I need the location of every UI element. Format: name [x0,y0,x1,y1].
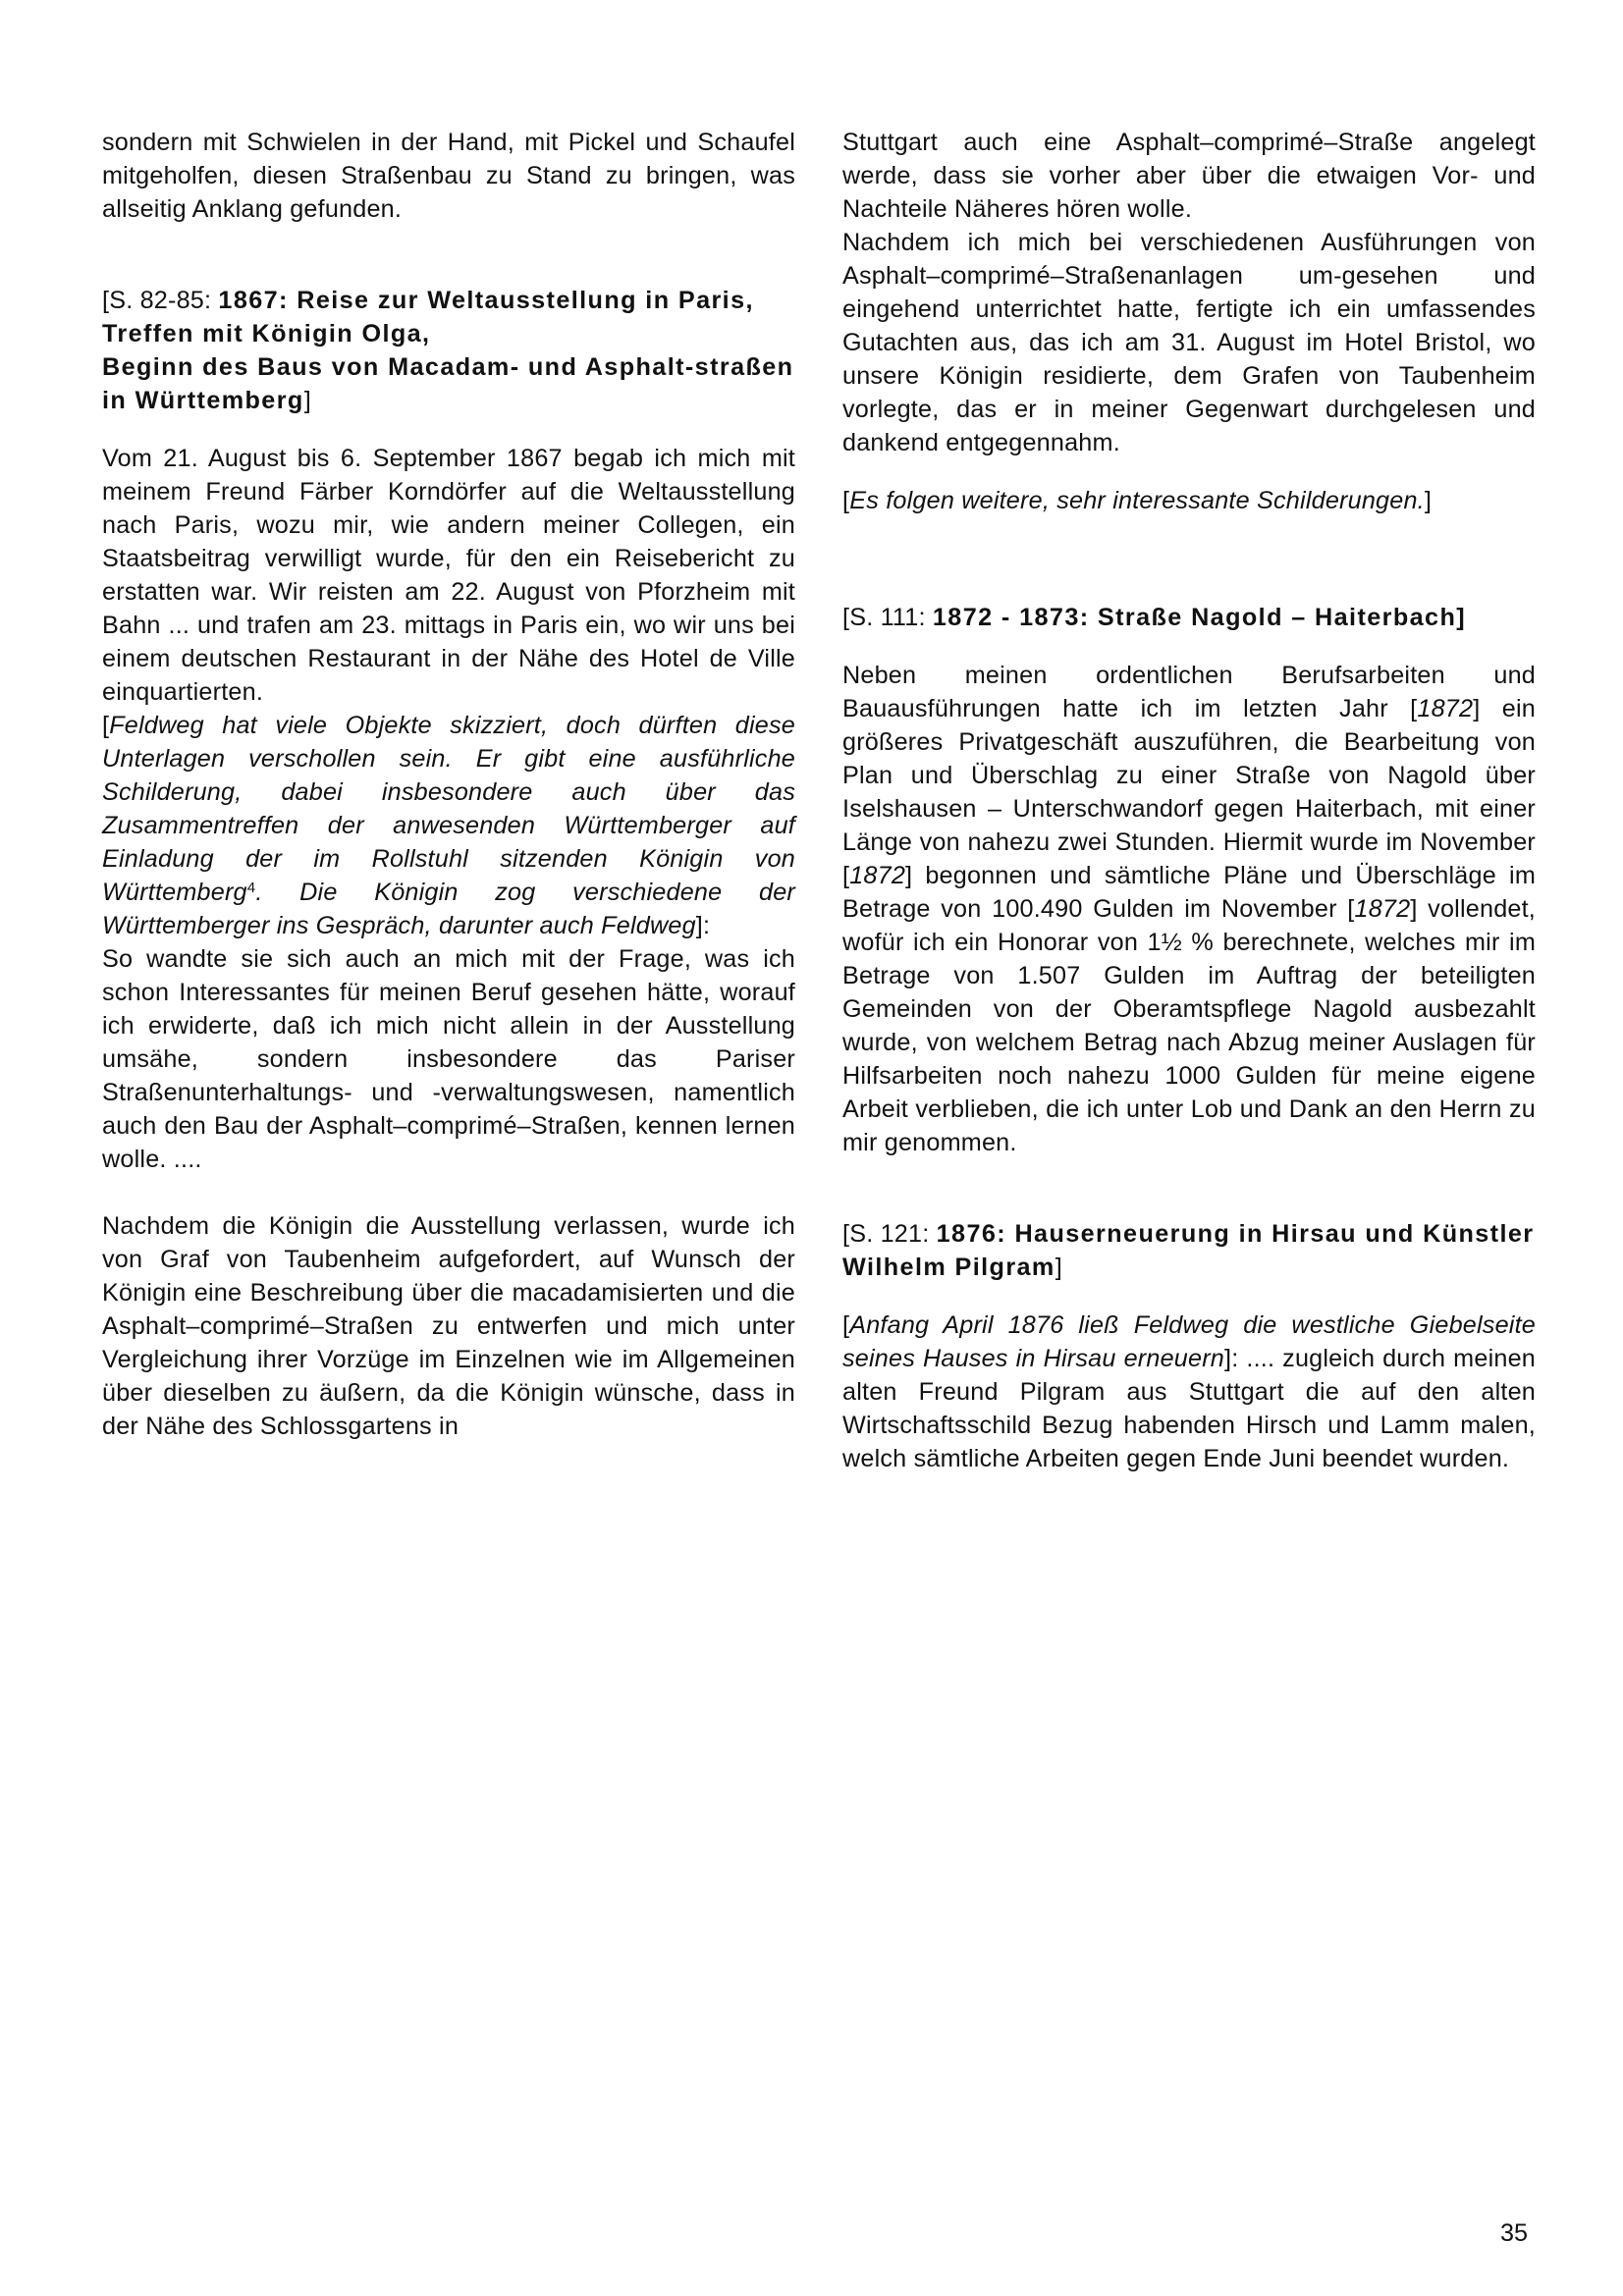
note-text: Anfang April 1876 ließ Feldweg die westliche Giebelseite seines Hauses in Hirsau erneuern [842,1311,1536,1373]
year-italic: 1872 [1354,894,1411,923]
note-text: Feldweg hat viele Objekte skizziert, doch dürften diese Unterlagen verschollen sein. Er gibt eine ausführliche Schilderung, dabei insbesondere auch über das Zusammentreffen der anwesenden Württemberger auf Einladung der im Rollstuhl sitzenden Königin von Württemberg [102,712,795,907]
page-reference: [S. 82-85: [102,287,219,315]
heading-title: 1876: Hauserneuerung in Hirsau und Künstler Wilhelm Pilgram [842,1219,1535,1281]
year-italic: 1872 [849,861,906,889]
paragraph-hirsau [842,1308,1536,1475]
bracket-close: ] [1424,487,1433,515]
text-run: ] vollendet, wofür ich ein Honorar von 1½ % berechnete, welches mir im Betrage von 1.507 Gulden im Auftrag der beteiligten Gemeinden von der Oberamtspflege Nagold ausbezahlt wurde, von welchem Betrag nach Abzug meiner Auslagen für Hilfsarbeiten noch nahezu 1000 Gulden für meine eigene Arbeit verblieben, die ich unter Lob und Dank an den Herrn zu mir genommen. [842,894,1537,1156]
note-text-continued: . Die Königin zog verschiedene der Württemberger ins Gespräch, darunter auch Feldweg [102,879,795,940]
editorial-note-feldweg [102,709,795,942]
bracket-close: ] [303,387,311,415]
section-heading-1872 [842,601,1536,634]
paragraph-intro: sondern mit Schwielen in der Hand, mit Pickel und Schaufel mitgeholfen, diesen Straßenbau zu Stand zu bringen, was allseitig Anklang gefunden. [102,129,795,223]
paragraph-gutachten: Nachdem ich mich bei verschiedenen Ausführungen von Asphalt–comprimé–Straßenanlagen um-gesehen und eingehend unterrichtet hatte, fertigte ich ein umfassendes Gutachten aus, das ich am 31. August im Hotel Bristol, wo unsere Königin residierte, dem Grafen von Taubenheim vorlegte, das er in meiner Gegenwart durchgelesen und dankend entgegennahm. [842,229,1536,456]
heading-title-continued: Beginn des Baus von Macadam- und Asphalt-straßen in Württemberg [102,353,794,415]
paragraph-stuttgart: Stuttgart auch eine Asphalt–comprimé–Straße angelegt werde, dass sie vorher aber über die etwaigen Vor- und Nachteile Näheres hören wolle. [842,129,1536,223]
bracket-open: [ [102,712,110,740]
text-run: Neben meinen ordentlichen Berufsarbeiten und Bauausführungen hatte ich im letzten Jahr [ [842,661,1536,722]
page-number: 35 [1500,2219,1529,2247]
page-reference: [S. 111: [842,603,933,631]
text-run: ]: .... zugleich durch meinen alten Freund Pilgram aus Stuttgart die auf den alten Wirtschaftsschild Bezug habenden Hirsch und Lamm malen, welch sämtliche Arbeiten gegen Ende Juni beendet wurden. [842,1345,1536,1473]
page-reference: [S. 121: [842,1219,937,1248]
bracket-close: ] [1055,1253,1062,1281]
paragraph-queen-question: So wandte sie sich auch an mich mit der Frage, was ich schon Interessantes für meinen Beruf gesehen hätte, worauf ich erwiderte, daß ich mich nicht allein in der Ausstellung umsähe, sondern insbesondere das Pariser Straßenunterhaltungs- und -verwaltungswesen, namentlich auch den Bau der Asphalt–comprimé–Straßen, kennen lernen wolle. .... [102,945,795,1174]
heading-title: 1872 - 1873: Straße Nagold – Haiterbach] [932,603,1467,631]
bracket-close: ]: [695,912,711,940]
paragraph-nagold-road [842,659,1536,1159]
left-column [102,126,795,1443]
section-heading-1867 [102,284,795,417]
text-run: ] begonnen und sämtliche Pläne und Überschläge im Betrage von 100.490 Gulden im November [ [842,861,1536,923]
editorial-note-further [842,484,1536,517]
bracket-open: [ [842,487,850,515]
section-heading-1876 [842,1217,1536,1284]
footnote-marker: 4 [246,880,256,897]
heading-title: 1867: Reise zur Weltausstellung in Paris, Treffen mit Königin Olga, [102,287,754,348]
paragraph-paris-trip: Vom 21. August bis 6. September 1867 begab ich mich mit meinem Freund Färber Korndörfer auf die Weltausstellung nach Paris, wozu mir, wie andern meiner Collegen, ein Staatsbeitrag verwilligt wurde, für den ein Reisebericht zu erstatten war. Wir reisten am 22. August von Pforzheim mit Bahn ... und trafen am 23. mittags in Paris ein, wo wir uns bei einem deutschen Restaurant in der Nähe des Hotel de Ville einquartierten. [102,445,795,707]
note-text: Es folgen weitere, sehr interessante Schilderungen. [849,487,1425,515]
bracket-open: [ [842,1311,850,1340]
year-italic: 1872 [1417,694,1474,722]
right-column [842,126,1536,1475]
text-run: ] ein größeres Privatgeschäft auszuführen, die Bearbeitung von Plan und Überschlag zu einer Straße von Nagold über Iselshausen – Unterschwandorf gegen Haiterbach, mit einer Länge von nahezu zwei Stunden. Hiermit wurde im November [ [842,694,1536,889]
paragraph-queen-request: Nachdem die Königin die Ausstellung verlassen, wurde ich von Graf von Taubenheim aufgefordert, auf Wunsch der Königin eine Beschreibung über die macadamisierten und die Asphalt–comprimé–Straßen zu entwerfen und mich unter Vergleichung ihrer Vorzüge im Einzelnen wie im Allgemeinen über dieselben zu äußern, da die Königin wünsche, dass in der Nähe des Schlossgartens in [102,1212,795,1441]
